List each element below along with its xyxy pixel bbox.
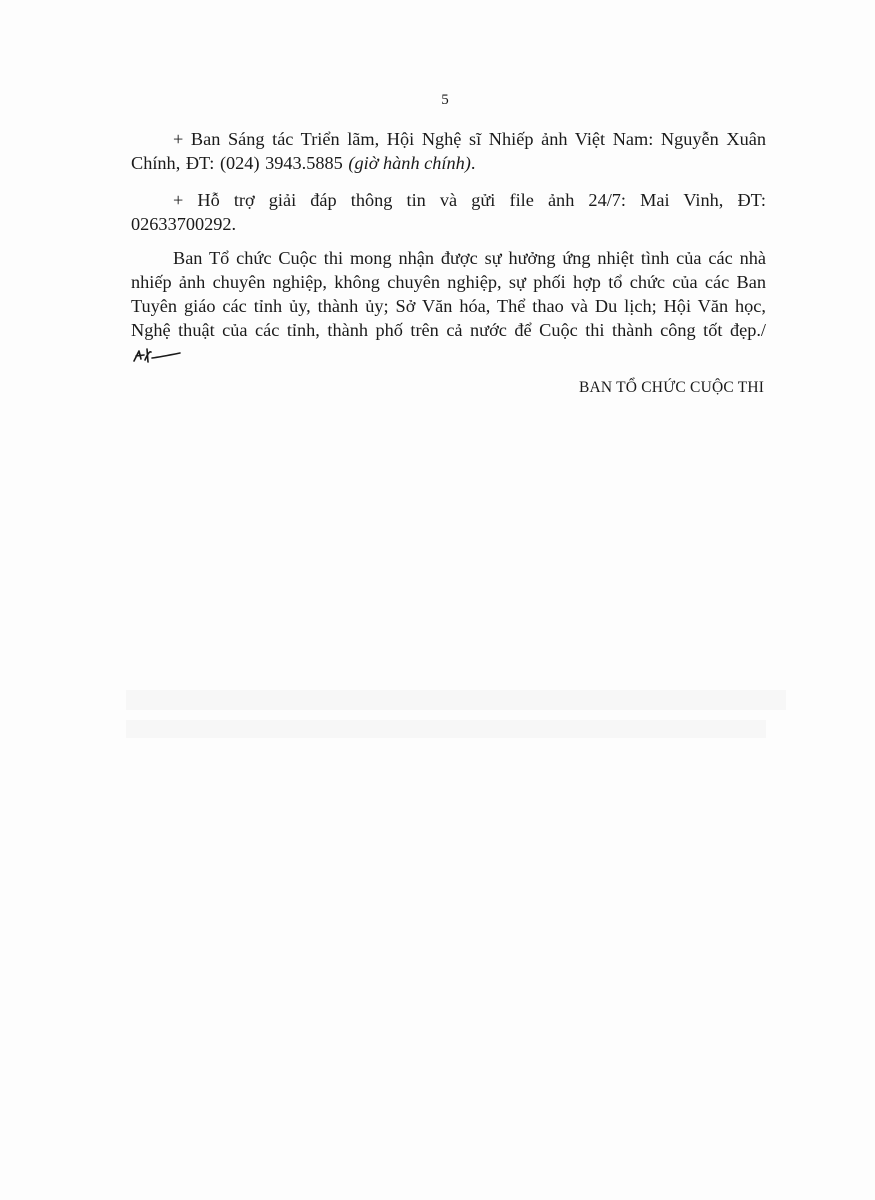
- closing-paragraph: [131, 246, 766, 366]
- bleed-through-shadow: [126, 690, 786, 710]
- contact-exhibition-text: + Ban Sáng tác Triển lãm, Hội Nghệ sĩ Nhiếp ảnh Việt Nam: Nguyễn Xuân Chính, ĐT: (024) 3943.5885: [131, 129, 766, 173]
- contact-support-paragraph: [131, 188, 766, 236]
- initials-signature-mark: [132, 347, 182, 365]
- closing-paragraph-text: Ban Tổ chức Cuộc thi mong nhận được sự hưởng ứng nhiệt tình của các nhà nhiếp ảnh chuyên nghiệp, không chuyên nghiệp, sự phối hợp tổ chức của các Ban Tuyên giáo các tỉnh ủy, thành ủy; Sở Văn hóa, Thể thao và Du lịch; Hội Văn học, Nghệ thuật của các tỉnh, thành phố trên cả nước để Cuộc thi thành công tốt đẹp./: [131, 248, 766, 340]
- bleed-through-shadow: [126, 720, 766, 738]
- contact-exhibition-end: .: [470, 153, 476, 173]
- page-number: 5: [441, 92, 449, 108]
- office-hours-note: (giờ hành chính): [348, 153, 471, 173]
- signatory-title: BAN TỔ CHỨC CUỘC THI: [579, 379, 765, 396]
- contact-support-text: + Hỗ trợ giải đáp thông tin và gửi file ảnh 24/7: Mai Vinh, ĐT: 02633700292.: [131, 190, 766, 234]
- contact-exhibition-paragraph: [131, 127, 766, 175]
